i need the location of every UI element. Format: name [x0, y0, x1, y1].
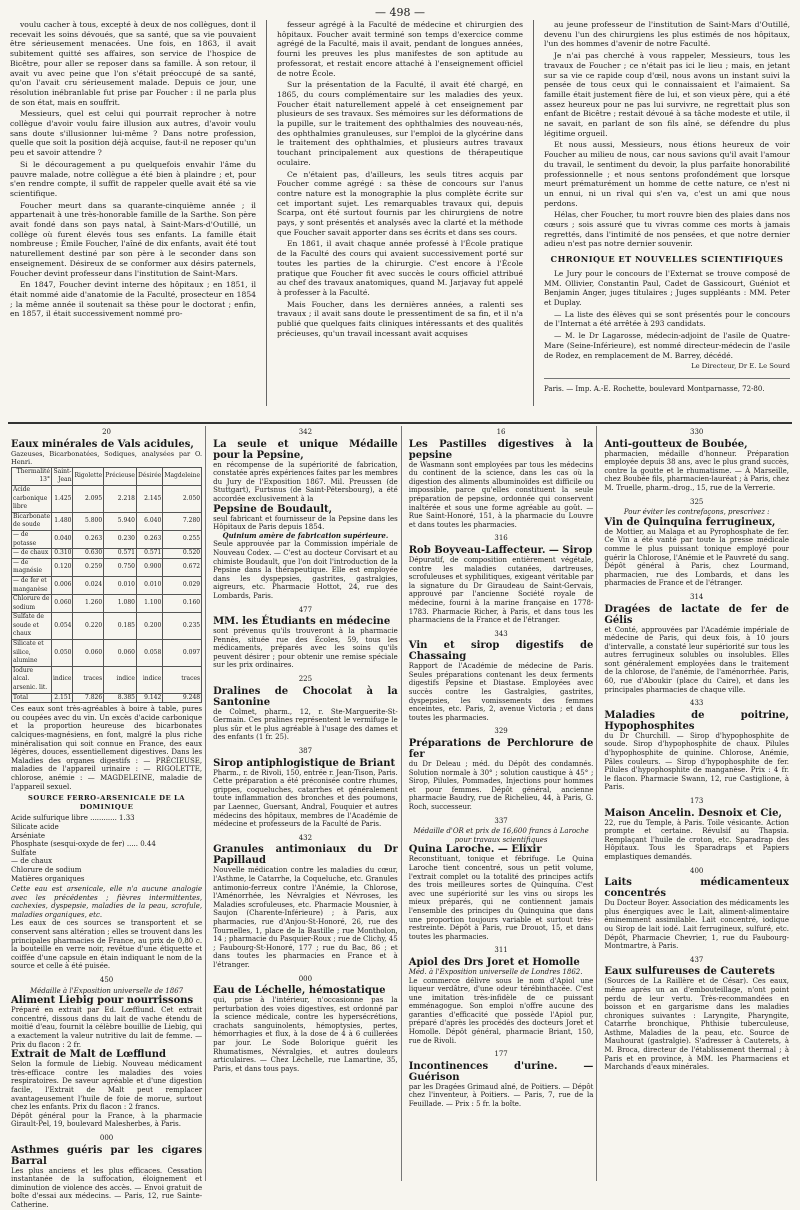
ad-column-3	[406, 426, 598, 1181]
ad-subheading: Médaille à l'Exposition universelle de 1867	[29, 986, 184, 995]
ad-title: Apiol des Drs Joret et Homolle	[408, 956, 580, 968]
paragraph: Si le découragement a pu quelquefois envahir l'âme du pauvre malade, notre collègue a été bien à plaindre ; et, pour s'en rendre compte, il suffit de rappeler quelle avait été sa vie scientifique.	[10, 159, 256, 198]
ad-dragees	[604, 604, 789, 695]
article-column-2	[277, 20, 523, 406]
table-cell: 2.095	[73, 485, 104, 512]
ad-ancelin	[604, 808, 789, 862]
ad-perchlorure	[409, 738, 594, 812]
table-cell: 1.480	[52, 512, 73, 530]
ad-number: 400	[690, 866, 704, 875]
table-header: Désirée	[136, 467, 162, 485]
ad-number: 450	[99, 976, 114, 985]
ad-title: Les Pastilles digestives à la pepsine	[408, 438, 594, 461]
table-row	[12, 666, 202, 693]
table-row	[12, 485, 202, 512]
table-row	[12, 512, 202, 530]
ad-text: Les eaux de ces sources se transportent et se conservent sans altération ; elles se trouvent dans les principales pharmacies de France, au prix de 0,80 c. la bouteille en verre noir, revêtue d'une étiquette et coiffée d'une capsule en étain indiquant le nom de la source et celle à été puisée.	[11, 919, 203, 971]
ad-asthma	[11, 1145, 202, 1210]
chronique-item: — M. le Dr Lagarosse, médecin-adjoint de l'asile de Quatre-Mare (Seine-Inférieure), est nommé directeur-médecin de l'asile de Rodez, en remplacement de M. Barrey, décédé.	[544, 331, 790, 360]
ad-number: 329	[494, 727, 508, 736]
table-row	[12, 693, 202, 703]
source-line: Sulfate	[11, 848, 37, 857]
rule	[544, 378, 790, 379]
ad-column-1	[8, 426, 206, 1209]
source-line: Silicate acide	[11, 822, 59, 831]
table-cell: 1.100	[136, 595, 162, 613]
ad-vals	[11, 439, 202, 971]
ad-text: pharmacien, médaille d'honneur. Préparation employée depuis 38 ans, avec le plus grand succès, contre la goutte et le rhumatisme. — À Marseille, chez Boubée fils, pharmacien-lauréat ; à Paris, chez M. Truelle, pharm.-drog., 15, rue de la Verrerie.	[604, 449, 790, 492]
table-cell: 0.010	[104, 576, 137, 594]
table-cell: 0.060	[73, 640, 104, 667]
ad-text: Préparé en extrait par Ed. Lœfflund. Cet extrait concentré, dissous dans du lait de vache étendu de moitié d'eau, fournit la célèbre bouillie de Liebig, qui a exactement la valeur nutritive du lait de femme. — Prix du flacon : 2 fr.	[11, 1006, 203, 1049]
ad-title: Anti-goutteux de Boubée,	[604, 438, 748, 450]
ad-number: 173	[690, 797, 704, 805]
table-cell: 0.029	[163, 576, 202, 594]
ad-number: 000	[298, 974, 313, 983]
table-row	[12, 595, 202, 613]
ad-title: Quina Laroche. — Elixir	[408, 844, 542, 856]
paragraph: Sur la présentation de la Faculté, il avait été chargé, en 1865, du cours complémentaire sur les maladies des yeux. Foucher était naturellement appelé à cet enseignement par plusieurs de ses travaux. Ses mémoires sur les déformations de la pupille, sur le traitement des ophthalmies des nouveau-nés, des ophthalmies granuleuses, sur l'emploi de la glycérine dans le traitement des ophthalmies, et plusieurs autres travaux touchant principalement aux questions de thérapeutique oculaire.	[277, 80, 523, 167]
ad-title: Dragées de lactate de fer de Gélis	[604, 603, 790, 626]
imprint: Paris. — Imp. A.-E. Rochette, boulevard Montparnasse, 72-80.	[544, 384, 765, 393]
table-cell: — de fer et manganèse	[12, 576, 52, 594]
ad-text: Dépuratif, de composition entièrement végétale, contre les maladies cutanées, dartreuses, scrofuleuses et syphilitiques, exigeant véritable par la signature du Dr Giraudeau de Saint-Gervais, approuvé par l'ancienne Société royale de médecine, fourni à la marine française en 1778-1783. Pharmacie Richer, à Paris, et dans tous les pharmaciens de la France et de l'étranger.	[408, 555, 594, 625]
paragraph: Messieurs, quel est celui qui pourrait reprocher à notre collègue d'avoir voulu faire illusion aux autres, d'avoir voulu sans doute s'illusionner lui-même ? Dans notre profession, quelle que soit la position déjà acquise, faut-il ne reposer qu'un peu et savoir attendre ?	[10, 109, 256, 158]
paragraph: Mais Foucher, dans les dernières années, a ralenti ses travaux ; il avait sans doute le pressentiment de sa fin, et il n'a publié que quelques faits cliniques intéressants et des qualités précieuses, qu'un travail incessant avait acquises	[277, 299, 523, 338]
ad-title: Asthmes guéris par les cigares Barral	[11, 1144, 203, 1167]
table-cell: Sulfate de soude et chaux	[12, 613, 52, 640]
ad-text: Du Docteur Boyer. Association des médicaments les plus énergiques avec le Lait, aliment-alimentaire éminemment assimilable. Lait concentré, iodique ou Sirop de lait iodé. Lait ferrugineux, sulfuré, etc. Dépôt, Pharmacie Chevrier, 1, rue du Faubourg-Montmartre, à Paris.	[604, 899, 790, 951]
ad-laits	[604, 877, 789, 951]
ad-column-2	[210, 426, 402, 1181]
ad-pepsine	[213, 439, 398, 601]
table-header-row	[12, 467, 202, 485]
table-cell: indice	[52, 666, 73, 693]
table-cell: 0.220	[73, 613, 104, 640]
table-cell: 9.248	[163, 693, 202, 703]
table-cell: 0.050	[52, 640, 73, 667]
table-cell: 0.571	[136, 549, 162, 559]
ad-text: et Conté, approuvées par l'Académie impériale de médecine de Paris, qui deux fois, à 10 jours d'intervalle, a constaté leur supériorité sur tous les autres ferrugineux solubles ou insolubles. Elles sont généralement employées dans le traitement de la chlorose, de l'anémie, de l'aménorrhée. Paris, 60, rue d'Aboukir (place du Caire), et dans les principales pharmacies de chaque ville.	[604, 625, 790, 694]
table-cell: 1.425	[52, 485, 73, 512]
paragraph: En 1847, Foucher devint interne des hôpitaux ; en 1851, il était nommé aide d'anatomie de la Faculté, prosecteur en 1854 ; la même année il soutenait sa thèse pour le doctorat ; enfin, en 1857, il était successivement nommé pro-	[10, 280, 256, 319]
table-cell: Acide carbonique libre	[12, 485, 52, 512]
table-cell: 2.050	[163, 485, 202, 512]
ad-title: Dralines de Chocolat à la Santonine	[213, 685, 398, 708]
ad-sirop	[213, 758, 398, 829]
advertisements	[8, 422, 792, 1209]
ad-title: La seule et unique Médaille pour la Pepsine,	[213, 438, 398, 461]
paragraph: au jeune professeur de l'institution de Saint-Mars d'Outillé, devenu l'un des chirurgiens les plus estimés de nos hôpitaux, l'un des hommes d'avenir de notre Faculté.	[544, 20, 790, 49]
ad-chassaing	[409, 640, 594, 722]
ad-subheading: Médaille d'OR et prix de 16,600 francs à Laroche pour travaux scientifiques	[413, 827, 589, 844]
ad-quina	[409, 827, 594, 941]
table-header: Magdeleine	[163, 467, 202, 485]
column-divider	[533, 20, 534, 406]
table-cell: 0.263	[136, 530, 162, 548]
source-line: Matières organiques	[11, 874, 85, 883]
table-cell: 0.097	[163, 640, 202, 667]
table-row	[12, 549, 202, 559]
ad-number: 316	[494, 534, 508, 543]
article-column-1	[10, 20, 256, 406]
table-cell: 0.630	[73, 549, 104, 559]
ad-number: 433	[690, 699, 704, 708]
table-header: Thermalité 13°	[12, 467, 52, 485]
ad-text: de Wasmann sont employées par tous les médecins du continent de la science, dans les cas où la digestion des aliments albuminoïdes est difficile ou impossible, parce qu'elles constituent la seule préparation de pepsine, ordonnée qui conservent inaltérée et sous une forme agréable au goût. — Rue Saint-Honoré, 151, à la pharmacie du Louvre et dans toutes les pharmacies.	[408, 460, 594, 529]
ad-subtitle: Gazeuses, Bicarbonatées, Sodiques, analysées par O. Henri.	[11, 449, 203, 467]
table-cell: Bicarbonate de soude	[12, 512, 52, 530]
director-signature: Le Directeur, Dr E. Le Sourd	[691, 362, 790, 371]
ad-title: Maison Ancelin. Desnoix et Cie,	[604, 807, 782, 819]
paragraph: fesseur agrégé à la Faculté de médecine et chirurgien des hôpitaux. Foucher avait terminé son temps d'exercice comme agrégé de la Faculté, mais il avait, pendant de longues années, fourni les preuves les plus manifestes de son aptitude au professorat, et restait encore attaché à l'enseignement officiel de notre École.	[277, 20, 523, 78]
ad-title: Sirop antiphlogistique de Briant	[213, 757, 396, 769]
table-row	[12, 558, 202, 576]
source-line: Phosphate (sesqui-oxyde de fer) ..... 0.44	[11, 840, 156, 849]
ad-title: Extrait de Malt de Lœfflund	[11, 1049, 166, 1061]
table-cell: 0.520	[163, 549, 202, 559]
table-cell: 0.024	[73, 576, 104, 594]
table-cell: Iodure alcal. arsenic. lit.	[12, 666, 52, 693]
paragraph: En 1861, il avait chaque année professé à l'École pratique de la Faculté des cours qui avaient successivement porté sur toutes les parties de la chirurgie. C'est encore à l'École pratique que Foucher fit avec succès le cours officiel attribué au chef des travaux anatomiques, quand M. Jarjavay fut appelé à professer à la Faculté.	[277, 239, 523, 297]
ad-title: Pepsine de Boudault,	[213, 503, 333, 515]
chronique-heading: CHRONIQUE ET NOUVELLES SCIENTIFIQUES	[550, 254, 784, 265]
table-body	[12, 485, 202, 702]
table-cell: — de chaux	[12, 549, 52, 559]
ad-title: Aliment Liebig pour nourrissons	[11, 995, 194, 1007]
table-cell: 0.010	[136, 576, 162, 594]
chronique-item: Le Jury pour le concours de l'Externat se trouve composé de MM. Ollivier, Constantin Paul, Cadet de Gassicourt, Guéniot et Benjamin Anger, juges titulaires ; Juges suppléants : MM. Peter et Duplay.	[544, 268, 790, 307]
ad-text: du Dr Deleau ; méd. du Dépôt des condamnés. Solution normale à 30° ; solution caustique à 45° ; Sirop, Pilules, Pommades, Injections pour hommes et pour femmes. Dépôt général, ancienne pharmacie Baudry, rue de Richelieu, 44, à Paris, G. Roch, successeur.	[408, 760, 594, 811]
table-cell: 7.826	[73, 693, 104, 703]
ad-title: Incontinences d'urine. — Guérison	[408, 1060, 594, 1083]
ad-subheading: Pour éviter les contrefaçons, prescrivez :	[623, 508, 770, 517]
ad-number: 330	[690, 428, 704, 436]
ad-title: Maladies de poitrine, Hypophosphites	[604, 709, 790, 732]
ad-title: Préparations de Perchlorure de fer	[408, 738, 594, 761]
ad-title: Laits médicamenteux concentrés	[604, 877, 790, 900]
ad-text: Ces eaux sont très-agréables à boire à table, pures ou coupées avec du vin. Un excès d'acide carbonique et la proportion heureuse des bicarbonates calciques-magnésiens, en font, malgré la plus riche minéralisation qui soit connue en France, des eaux légères, douces, essentiellement digestives. Dans les Maladies des organes digestifs : — PRÉCIEUSE, maladies de l'appareil urinaire : — RIGOLETTE, chlorose, anémie : — MAGDELEINE, maladie de l'appareil sexuel.	[11, 705, 203, 791]
table-header: Rigolette	[73, 467, 104, 485]
ad-number: 337	[494, 816, 508, 825]
paragraph: Ce n'étaient pas, d'ailleurs, les seuls titres acquis par Foucher comme agrégé : sa thèse de concours sur l'anus contre nature est la monographie la plus complète écrite sur cet important sujet. Les remarquables travaux qui, depuis Scarpa, ont été surtout fournis par les chirurgiens de notre pays, y sont présentés et analysés avec la clarté et la méthode que Foucher savait apporter dans ses écrits et dans ses cours.	[277, 169, 523, 237]
ad-text: Les plus anciens et les plus efficaces. Cessation instantanée de la suffocation, éloignement et diminution de violence des accès. — Envoi gratuit de boîte d'essai aux médecins. — Paris, 12, rue Sainte-Catherine.	[11, 1166, 203, 1209]
ad-quinquina	[604, 508, 789, 588]
paragraph: Hélas, cher Foucher, tu mort rouvre bien des plaies dans nos cœurs ; sois assuré que tu vivras comme ces morts à jamais regrettés, dans l'intimité de nos pensées, et que notre dernier adieu n'est pas notre dernier souvenir.	[544, 210, 790, 249]
ad-number: 000	[99, 1133, 114, 1142]
ad-number: 311	[494, 946, 508, 955]
table-cell: 0.255	[163, 530, 202, 548]
ad-number: 343	[494, 629, 508, 638]
table-cell: 0.310	[52, 549, 73, 559]
table-cell: indice	[104, 666, 137, 693]
table-cell: 0.060	[104, 640, 137, 667]
table-cell: 0.200	[136, 613, 162, 640]
article-column-3	[544, 20, 790, 406]
ad-text: de Mottier, au Malaga et au Pyrophosphate de fer. Ce Vin a été vanté par toute la presse médicale comme le plus puissant tonique employé pour guérir la Chlorose, l'Anémie et le Pauvreté du sang. Dépôt général à Paris, chez Lourmand, pharmacien, rue des Lombards, et dans les pharmacies de France et de l'étranger.	[604, 527, 790, 588]
ad-column-4	[601, 426, 792, 1181]
ad-text: Cette eau est arsenicale, elle n'a aucune analogie avec les précédentes ; fièvres intermittentes, cachexies, dyspepsie, maladies de la peau, scrofule, maladies organiques, etc.	[11, 885, 203, 919]
ad-number: 20	[102, 428, 111, 436]
ad-text: Selon la formule de Liebig. Nouveau médicament très-efficace contre les maladies des voies respiratoires. De saveur agréable et d'une digestion facile, l'Extrait de Malt peut remplacer avantageusement l'huile de foie de morue, surtout chez les enfants. Prix du flacon : 2 francs.	[11, 1060, 203, 1112]
table-cell: 0.054	[52, 613, 73, 640]
ad-hypophosphites	[604, 710, 789, 792]
ad-text: Rapport de l'Académie de médecine de Paris. Seules préparations contenant les deux ferments digestifs Pepsine et Diastase. Employées avec succès contre les Gastralgies, gastrites, dyspepsies, les vomissements des femmes enceintes, etc. Paris, 2, avenue Victoria ; et dans toutes les pharmacies.	[408, 662, 594, 722]
table-cell: 0.235	[163, 613, 202, 640]
ad-title: Vin et sirop digestifs de Chassaing	[408, 640, 594, 663]
ad-text: Le commerce délivre sous le nom d'Apiol une liqueur verdâtre, d'une odeur térébinthacée. C'est une imitation très-infidèle de ce puissant emménagogue. Son emploi n'offre aucune des garanties d'efficacité que possède l'Apiol pur, préparé d'après les procédés des docteurs Joret et Homolle. Dépôt général, pharmacie Briant, 150, rue de Rivoli.	[408, 976, 594, 1045]
ad-text: en récompense de la supériorité de fabrication, constatée après expériences faites par les membres du Jury de l'Exposition 1867. Mil. Preussen (de Stuttgart), Furtsnus (de Saint-Pétersbourg), a été accordée exclusivement à la	[213, 460, 398, 503]
table-row	[12, 530, 202, 548]
ad-text: sont prévenus qu'ils trouveront à la pharmacie Pennès, située rue des Écoles, 59, tous les médicaments, préparés avec les soins qu'ils peuvent désirer ; pour obtenir une remise spéciale sur les prix ordinaires.	[213, 627, 398, 670]
table-cell: 0.040	[52, 530, 73, 548]
table-cell: 0.263	[73, 530, 104, 548]
ad-subheading: Méd. à l'Exposition universelle de Londres 1862.	[408, 967, 583, 976]
paragraph: Foucher meurt dans sa quarante-cinquième année ; il appartenait à une très-honorable famille de la Sarthe. Son père avait fondé dans son pays natal, à Saint-Mars-d'Outillé, un collège où furent élevés tous ses enfants. La famille était nombreuse ; Émile Foucher, l'aîné de dix enfants, avait été tout naturellement destiné par son père à le seconder dans son enseignement. Désireux de se conformer aux désirs paternels, Foucher devint professeur dans l'institution de Saint-Mars.	[10, 200, 256, 278]
ad-title: Granules antimoniaux du Dr Papillaud	[213, 844, 398, 867]
ad-text: seul fabricant et fournisseur de la Pepsine dans les Hôpitaux de Paris depuis 1854.	[213, 514, 398, 532]
ad-title: Eau de Léchelle, hémostatique	[213, 985, 386, 997]
table-cell: 2.145	[136, 485, 162, 512]
ad-title: Vin de Quinquina ferrugineux,	[604, 516, 776, 528]
chronique-item: — La liste des élèves qui se sont présentés pour le concours de l'Internat a été arrêtée à 293 candidats.	[544, 309, 790, 329]
table-cell: 9.142	[136, 693, 162, 703]
table-header: Saint-Jean	[52, 467, 73, 485]
article-columns	[10, 20, 790, 406]
ad-title: MM. les Étudiants en médecine	[213, 616, 391, 628]
table-row	[12, 576, 202, 594]
ad-dralines	[213, 686, 398, 742]
table-cell: 0.571	[104, 549, 137, 559]
table-cell: 0.750	[104, 558, 137, 576]
table-cell: — de magnésie	[12, 558, 52, 576]
table-cell: 0.900	[136, 558, 162, 576]
table-cell: 0.160	[163, 595, 202, 613]
ad-pastilles	[409, 439, 594, 530]
page-number: — 498 —	[375, 6, 425, 19]
table-cell: 5.940	[104, 512, 137, 530]
table-cell: 1.080	[104, 595, 137, 613]
table-cell: Silicate et silice, alumine	[12, 640, 52, 667]
ad-number: 342	[298, 428, 313, 436]
paragraph: Je n'ai pas cherché à vous rappeler, Messieurs, tous les travaux de Foucher ; ce n'était pas ici le lieu ; mais, en jetant sur sa vie ce rapide coup d'œil, nous avons un instant suivi la pensée de tous ceux qui le connaissaient et l'aimaient. Sa famille était justement fière de lui, et son vieux père, qui a été assez heureux pour ne pas lui survivre, ne regrettait plus son enfant de Bicêtre ; restait dévoué à sa tâche modeste et utile, il ne savait, en parlant de son fils aîné, se défendre du plus légitime orgueil.	[544, 51, 790, 138]
paragraph: voulu cacher à tous, excepté à deux de nos collègues, dont il recevait les soins dévoués, que sa santé, que sa vie pouvaient être sérieusement menacées. Une fois, en 1863, il avait subitement quitté ses affaires, son service de l'hospice de Bicêtre, pour aller se reposer dans sa famille. À son retour, il avait vu avec peine que l'on s'était préoccupé de sa santé, qu'on l'avait cru sérieusement malade. Depuis ce jour, une résolution inébranlable fut prise par Foucher : il ne parla plus de son état, mais en souffrit.	[10, 20, 256, 107]
ad-text: du Dr Churchill. — Sirop d'hypophosphite de soude. Sirop d'hypophosphite de chaux. Pilules d'hypophosphite de quinine. Chlorose, Anémie, Pâles couleurs. — Sirop d'hypophosphite de fer. Pilules d'hypophosphite de manganèse. Prix : 4 fr. le flacon. Pharmacie Swann, 12, rue Castiglione, à Paris.	[604, 731, 790, 792]
table-cell: 1.260	[73, 595, 104, 613]
table-cell: 0.006	[52, 576, 73, 594]
ad-number: 325	[690, 497, 704, 506]
source-line: — de chaux	[11, 857, 53, 866]
ad-text: (Sources de La Raillère et de César). Ces eaux, même après un an d'embouteillage, n'ont point perdu de leur vertu. Très-recommandées en boisson et en gargarisme dans les maladies chroniques suivantes : Laryngite, Pharyngite, Catarrhe bronchique, Phthisie tuberculeuse, Asthme, Maladies de la peau, etc. Source de Mauhourat (gastralgie). S'adresser à Cauterets, à M. Broca, directeur de l'établissement thermal ; à Paris et en province, à MM. les Pharmaciens et Marchands d'eaux minérales.	[604, 977, 790, 1072]
table-cell: — de potasse	[12, 530, 52, 548]
ad-title: Eaux minérales de Vals acidules,	[11, 438, 194, 450]
table-row	[12, 613, 202, 640]
ad-text: Dépôt général pour la France, à la pharmacie Girault-Pel, 19, boulevard Malesherbes, à Paris.	[11, 1111, 203, 1129]
ad-text: par les Dragées Grimaud aîné, de Poitiers. — Dépôt chez l'inventeur, à Poitiers. — Paris, 7, rue de la Feuillade. — Prix : 5 fr. la boîte.	[408, 1082, 594, 1109]
ad-granules	[213, 844, 398, 969]
source-line: Chlorure de sodium	[11, 865, 82, 874]
ad-number: 432	[298, 833, 313, 842]
source-line: Arséniate	[11, 831, 46, 840]
table-cell: 0.058	[136, 640, 162, 667]
table-cell: 0.259	[73, 558, 104, 576]
table-cell: 0.185	[104, 613, 137, 640]
table-cell: 8.385	[104, 693, 137, 703]
ad-text: Pharm., r. de Rivoli, 150, entrée r. Jean-Tison, Paris. Cette préparation a été préconisée contre rhumes, grippes, coqueluches, catarrhes et généralement toute inflammation des bronches et des poumons, par Laennec, Guersant, Andral, Fouquier et autres médecins des hôpitaux, membres de l'Académie de médecine et professeurs de la Faculté de Paris.	[213, 768, 398, 829]
ad-apiol	[409, 957, 594, 1045]
ad-rob	[409, 545, 594, 625]
ad-number: 225	[298, 675, 313, 684]
table-row	[12, 640, 202, 667]
ad-text: Seule approuvée par la Commission impériale de Nouveau Codex. — C'est au docteur Corvisart et au chimiste Boudault, que l'on doit l'introduction de la Pepsine dans la thérapeutique. Elle est employée dans les dyspepsies, gastrites, gastralgies, aigreurs, etc. Pharmacie Hottot, 24, rue des Lombards, Paris.	[213, 540, 398, 600]
source-line: Acide sulfurique libre ............ 1.33	[11, 814, 135, 823]
ad-number: 314	[690, 592, 704, 601]
ad-subheading: Quinium amère de fabrication supérieure.	[222, 530, 389, 540]
ad-cauterets	[604, 966, 789, 1072]
column-divider	[266, 20, 267, 406]
table-cell: 2.218	[104, 485, 137, 512]
ad-number: 477	[298, 605, 313, 614]
ad-title: Rob Boyveau-Laffecteur. — Sirop	[408, 544, 593, 556]
table-cell: Total	[12, 693, 52, 703]
ad-boubee	[604, 439, 789, 493]
table-cell: 0.060	[52, 595, 73, 613]
table-cell: indice	[136, 666, 162, 693]
table-cell: 0.230	[104, 530, 137, 548]
ad-text: 22, rue du Temple, à Paris. Toile vésicante. Action prompte et certaine. Révulsif au Thapsia. Remplaçant l'huile de croton, etc. Sparadrap des Hôpitaux. Tous les Sparadraps et Papiers emplastiques demandés.	[604, 818, 790, 861]
ad-title: Eaux sulfureuses de Cauterets	[604, 966, 775, 978]
table-cell: 2.151	[52, 693, 73, 703]
table-cell: traces	[73, 666, 104, 693]
ad-text: Reconstituant, tonique et fébrifuge. Le Quina Laroche tient concentré, sous un petit volume, l'extrait complet ou la totalité des principes actifs des trois meilleures sortes de Quinquina. C'est avec une supériorité sur les vins ou sirops les mieux préparés, qui ne contiennent jamais l'ensemble des principes du Quinquina que dans une proportion toujours variable et surtout très-restreinte. Dépôt à Paris, rue Drouot, 15, et dans toutes les pharmacies.	[408, 855, 594, 941]
ad-number: 16	[496, 428, 506, 436]
table-cell: traces	[163, 666, 202, 693]
ad-text: Nouvelle médication contre les maladies du cœur, l'Asthme, le Catarrhe, la Coqueluche, etc. Granules antimonio-ferreux contre l'Anémie, la Chlorose, l'Aménorrhée, les Névralgies et Névroses, les Maladies scrofuleuses, etc. Pharmacie Mousnier, à Saujon (Charente-Inférieure) ; à Paris, aux pharmacies, rue d'Anjou-St-Honoré, 26, rue des Tournelles, 1, place de la Bastille ; rue Montholon, 14 ; pharmacie du Pasquier-Roux ; rue de Clichy, 45 ; Faubourg-St-Honoré, 177 ; rue du Bac, 86 ; et dans toutes les pharmacies en France et à l'étranger.	[213, 866, 398, 969]
table-cell: 7.280	[163, 512, 202, 530]
mineral-analysis-table	[11, 467, 202, 703]
table-cell: 0.672	[163, 558, 202, 576]
table-cell: 0.120	[52, 558, 73, 576]
table-cell: 5.800	[73, 512, 104, 530]
ad-text: de Colmet, pharm., 12, r. Ste-Marguerite-St-Germain. Ces pralines représentent le vermifuge le plus sûr et le plus agréable à l'usage des dames et des enfants (1 fr. 25).	[213, 707, 398, 742]
table-header: Précieuse	[104, 467, 137, 485]
ad-lechelle	[213, 985, 398, 1073]
ad-subheading: SOURCE FERRO-ARSENICALE DE LA DOMINIQUE	[28, 794, 186, 811]
paragraph: Et nous aussi, Messieurs, nous étions heureux de voir Foucher au milieu de nous, car nous savions qu'il avait l'amour du travail, le sentiment du devoir, la plus parfaite honorabilité professionnelle ; et nous sentons profondément que lorsque meurt prématurément un homme de cette nature, ce n'est ni un ennui, ni un rival qui s'en va, c'est un ami que nous perdons.	[544, 140, 790, 208]
ad-number: 437	[690, 955, 704, 964]
table-cell: Chlorure de sodium	[12, 595, 52, 613]
ad-liebig	[11, 987, 202, 1129]
ad-text: qui, prise à l'intérieur, n'occasionne pas la perturbation des voies digestives, est ordonné par la science médicale, contre les hypersécrétions, crachats sanguinolents, hémoptysies, pertes, hémorrhagies et flux, à la dose de 4 à 6 cuillerées par jour. Le Sode Bolorique guérit les Rhumatismes, Névralgies, et autres douleurs articulaires. — Chez Léchelle, rue Lamartine, 35, Paris, et dans tous pays.	[213, 996, 398, 1073]
ad-etudiants	[213, 616, 398, 670]
ad-incontinence	[409, 1061, 594, 1109]
ad-number: 387	[298, 747, 313, 756]
table-cell: 6.040	[136, 512, 162, 530]
ad-number: 177	[494, 1050, 508, 1059]
